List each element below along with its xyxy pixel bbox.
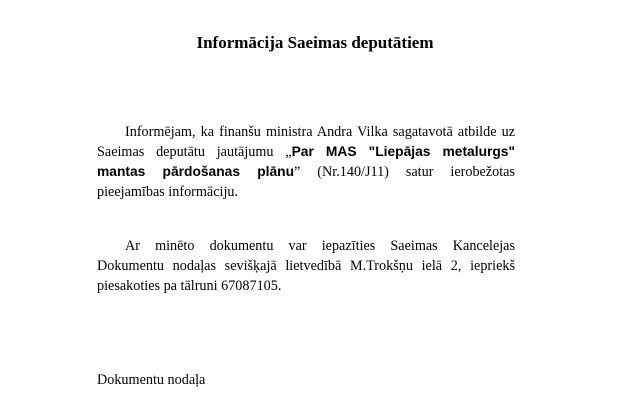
paragraph-response-notice-text bbox=[97, 122, 515, 202]
signature-department: Dokumentu nodaļa bbox=[97, 372, 206, 388]
paragraph-response-text-before: Informējam, ka finanšu ministra Andra Vilka sagatavotā atbilde uz Saeimas deputātu jautājumu „ bbox=[97, 124, 515, 160]
document-title: Informācija Saeimas deputātiem bbox=[196, 33, 434, 52]
paragraph-response-text-after: ” (Nr.140/J11) satur ierobežotas pieejamības informāciju. bbox=[97, 164, 515, 200]
paragraph-access-info-text: Ar minēto dokumentu var iepazīties Saeimas Kancelejas Dokumentu nodaļas sevišķajā lietvedībā M.Trokšņu ielā 2, iepriekš piesakoties pa tālruni 67087105. bbox=[97, 238, 515, 294]
question-subject: Par MAS "Liepājas metalurgs" mantas pārdošanas plānu bbox=[97, 144, 516, 179]
paragraph-response-notice bbox=[97, 122, 515, 202]
paragraph-access-info bbox=[97, 236, 515, 296]
